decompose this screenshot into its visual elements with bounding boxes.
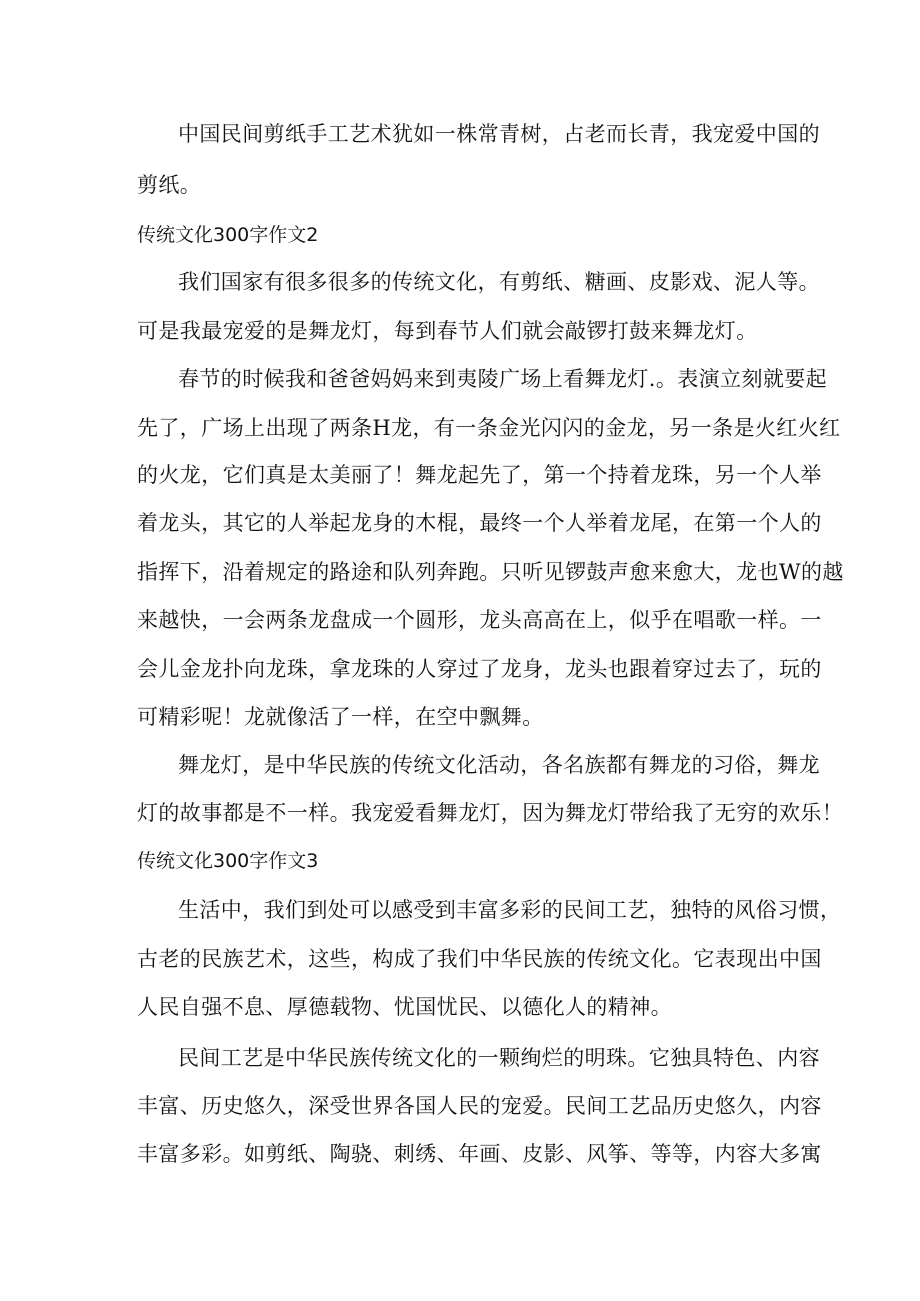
paragraph-line: 民间工艺是中华民族传统文化的一颗绚烂的明珠。它独具特色、内容 (178, 1046, 820, 1070)
paragraph-line: 来越快，一会两条龙盘成一个圆形，龙头高高在上，似乎在唱歌一样。一 (137, 608, 822, 632)
paragraph-line: 古老的民族艺术，这些，构成了我们中华民族的传统文化。它表现出中国 (137, 947, 822, 971)
paragraph-line: 可是我最宠爱的是舞龙灯，每到春节人们就会敲锣打鼓来舞龙灯。 (137, 319, 758, 343)
paragraph-line: 剪纸。 (137, 173, 202, 197)
paragraph-line: 可精彩呢！龙就像活了一样，在空中飘舞。 (137, 705, 544, 729)
paragraph-line: 人民自强不息、厚德载物、忧国忧民、以德化人的精神。 (137, 995, 672, 1019)
section-heading: 传统文化300字作文3 (137, 850, 319, 872)
section-heading: 传统文化300字作文2 (137, 224, 319, 246)
paragraph-line: 舞龙灯，是中华民族的传统文化活动，各名族都有舞龙的习俗，舞龙 (178, 753, 820, 777)
paragraph-line: 中国民间剪纸手工艺术犹如一株常青树，占老而长青，我宠爱中国的 (178, 122, 820, 146)
paragraph-line: 的火龙，它们真是太美丽了！舞龙起先了，第一个持着龙珠，另一个人举 (137, 463, 822, 487)
paragraph-line: 会儿金龙扑向龙珠，拿龙珠的人穿过了龙身，龙头也跟着穿过去了，玩的 (137, 657, 822, 681)
paragraph-line: 丰富多彩。如剪纸、陶骁、刺绣、年画、皮影、风筝、等等，内容大多寓 (137, 1142, 822, 1166)
paragraph-line: 着龙头，其它的人举起龙身的木棍，最终一个人举着龙尾，在第一个人的 (137, 511, 822, 535)
paragraph-line: 灯的故事都是不一样。我宠爱看舞龙灯，因为舞龙灯带给我了无穷的欢乐！ (137, 801, 844, 825)
paragraph-line: 我们国家有很多很多的传统文化，有剪纸、糖画、皮影戏、泥人等。 (178, 270, 820, 294)
paragraph-line: 指挥下，沿着规定的路途和队列奔跑。只听见锣鼓声愈来愈大，龙也W的越 (137, 560, 844, 584)
paragraph-line: 生活中，我们到处可以感受到丰富多彩的民间工艺，独特的风俗习惯， (178, 898, 842, 922)
paragraph-line: 先了，广场上出现了两条H龙，有一条金光闪闪的金龙，另一条是火红火红 (137, 416, 841, 440)
paragraph-line: 丰富、历史悠久，深受世界各国人民的宠爱。民间工艺品历史悠久，内容 (137, 1094, 822, 1118)
paragraph-line: 春节的时候我和爸爸妈妈来到夷陵广场上看舞龙灯.。表演立刻就要起 (178, 367, 828, 391)
